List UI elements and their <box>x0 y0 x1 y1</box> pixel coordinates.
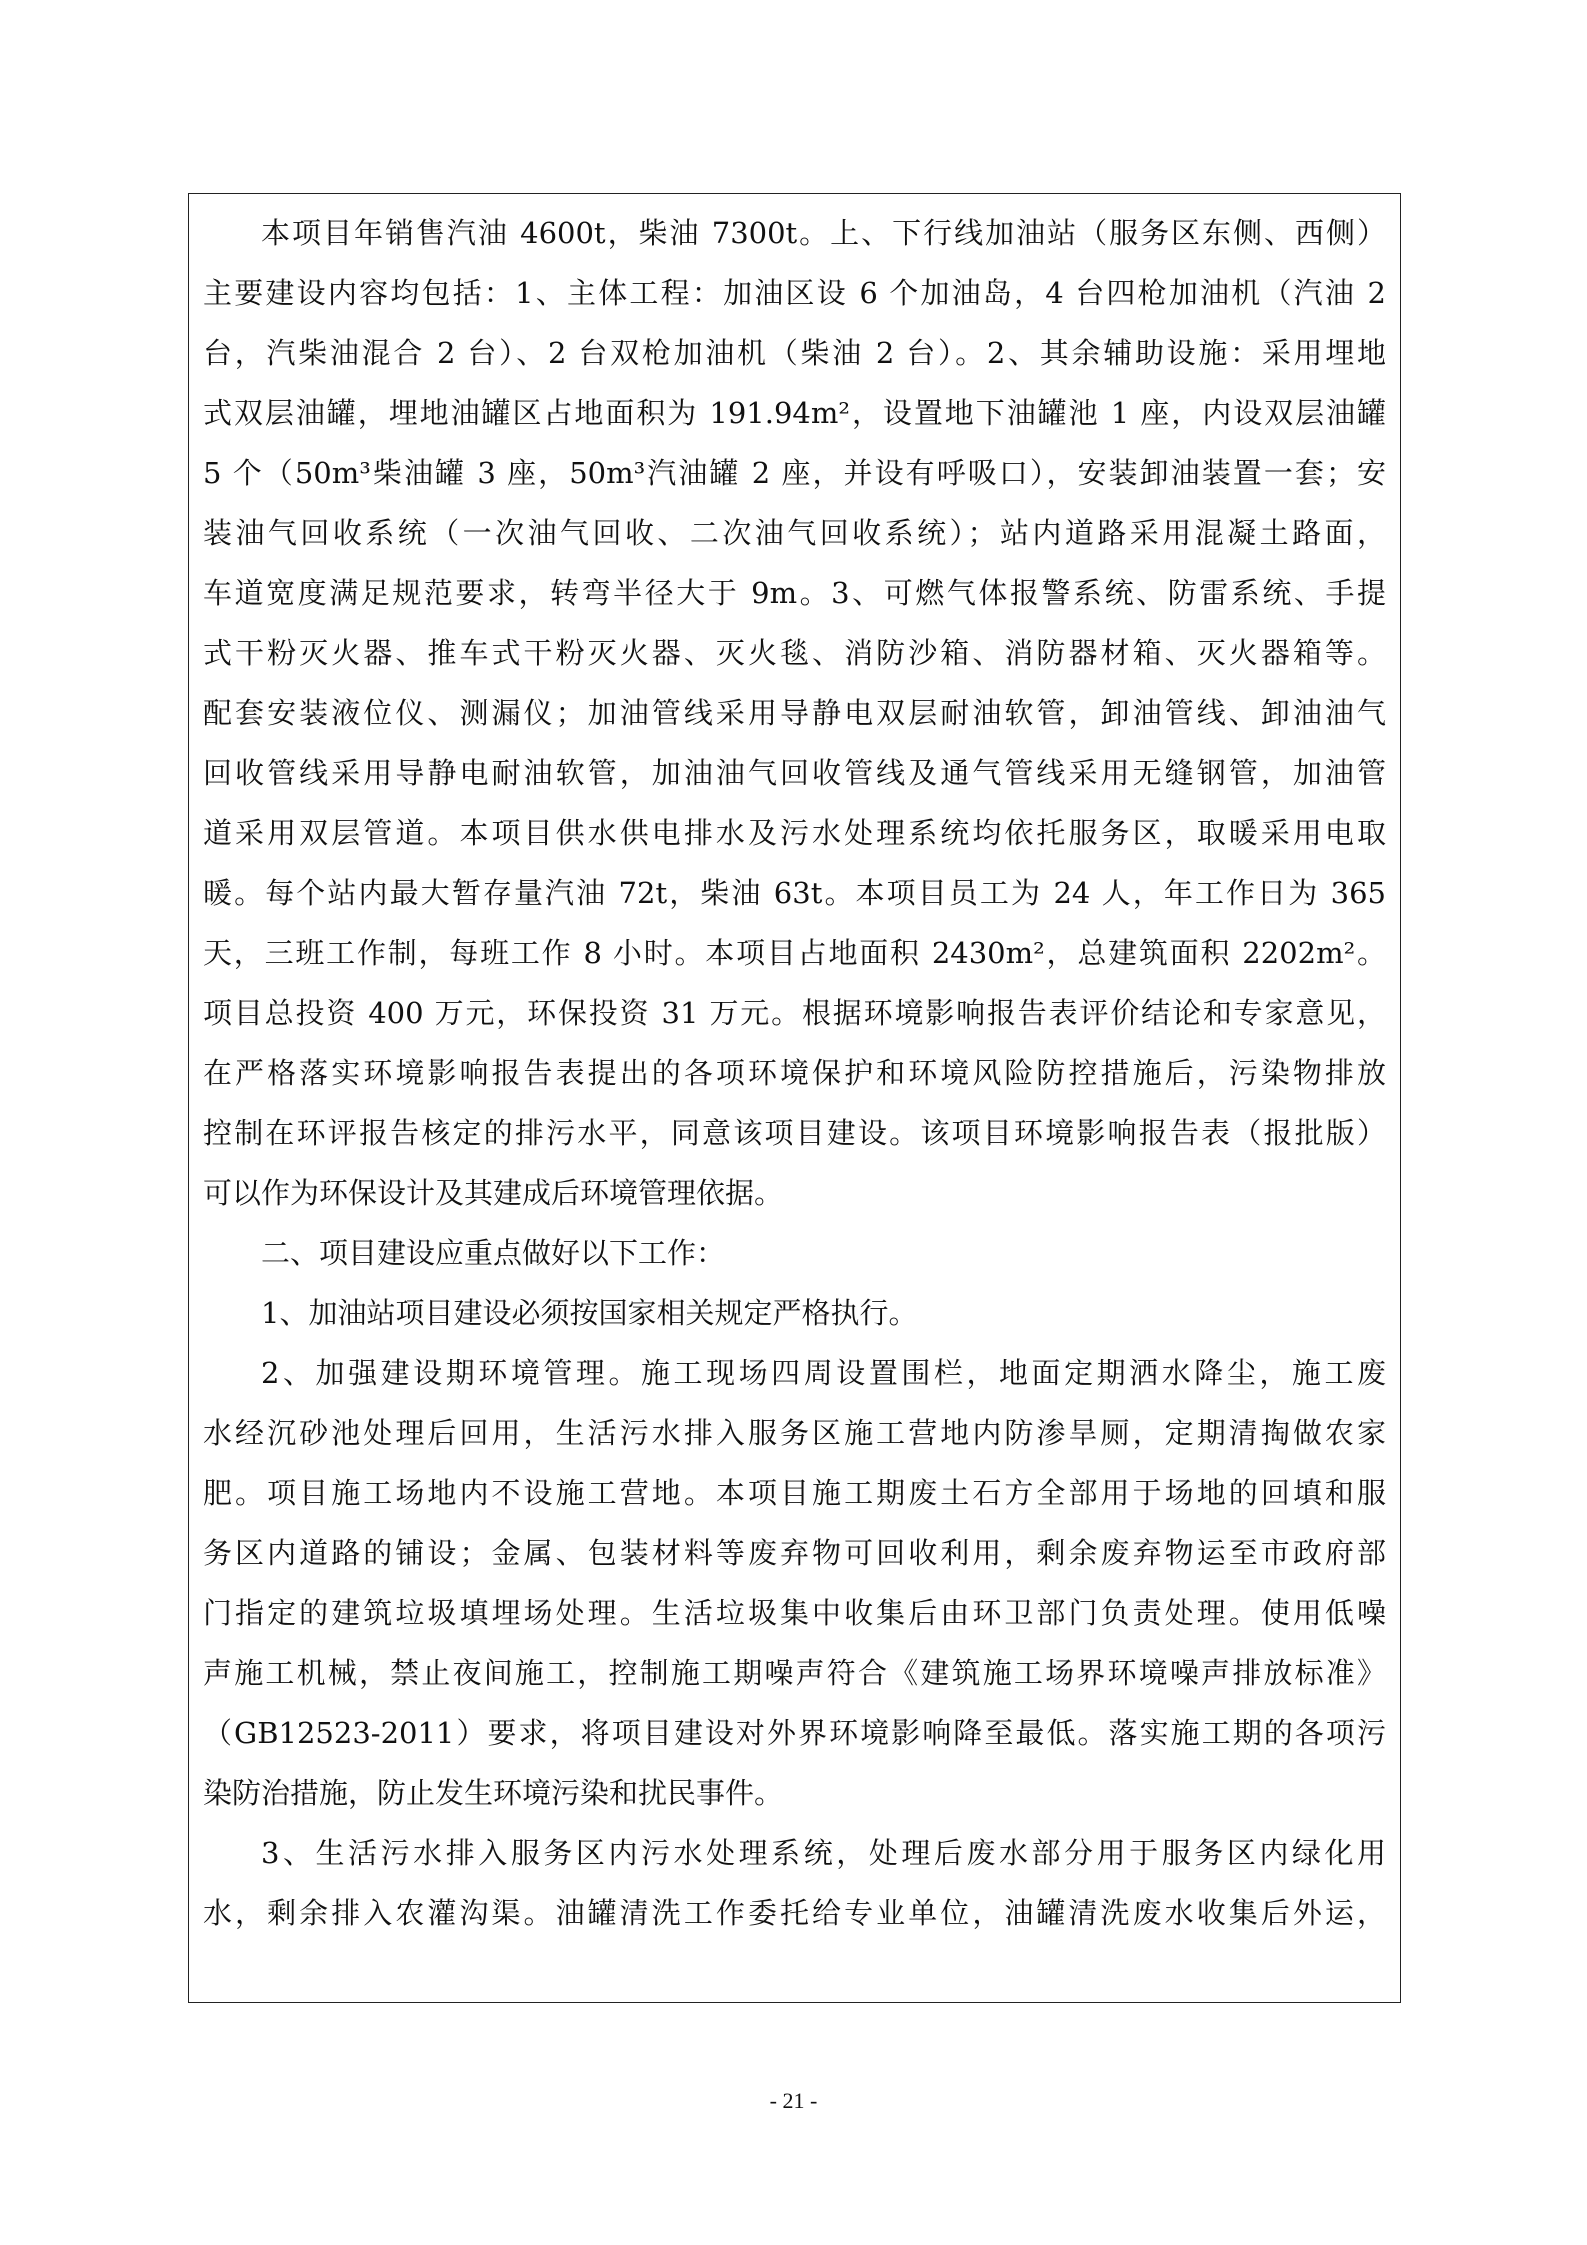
text-line: 式双层油罐，埋地油罐区占地面积为 191.94m²，设置地下油罐池 1 座，内设双层油罐 <box>203 396 1386 430</box>
text-line: 本项目年销售汽油 4600t，柴油 7300t。上、下行线加油站（服务区东侧、西侧） <box>261 216 1386 250</box>
text-line: 染防治措施，防止发生环境污染和扰民事件。 <box>203 1776 784 1810</box>
page-number: - 21 - <box>769 2088 818 2113</box>
text-line: 装油气回收系统（一次油气回收、二次油气回收系统）；站内道路采用混凝土路面， <box>203 516 1386 550</box>
text-line: 回收管线采用导静电耐油软管，加油油气回收管线及通气管线采用无缝钢管，加油管 <box>203 756 1386 790</box>
text-line: 车道宽度满足规范要求，转弯半径大于 9m。3、可燃气体报警系统、防雷系统、手提 <box>203 576 1386 610</box>
text-line: 台，汽柴油混合 2 台）、2 台双枪加油机（柴油 2 台）。2、其余辅助设施：采用埋地 <box>203 336 1386 370</box>
text-line: 1、加油站项目建设必须按国家相关规定严格执行。 <box>261 1296 918 1330</box>
text-line: 3、生活污水排入服务区内污水处理系统，处理后废水部分用于服务区内绿化用 <box>261 1836 1386 1870</box>
text-line: 控制在环评报告核定的排污水平，同意该项目建设。该项目环境影响报告表（报批版） <box>203 1116 1386 1150</box>
text-line: 可以作为环保设计及其建成后环境管理依据。 <box>203 1176 784 1210</box>
text-line: 天，三班工作制，每班工作 8 小时。本项目占地面积 2430m²，总建筑面积 2202m²。 <box>203 936 1386 970</box>
text-line: 配套安装液位仪、测漏仪；加油管线采用导静电双层耐油软管，卸油管线、卸油油气 <box>203 696 1386 730</box>
text-line: 声施工机械，禁止夜间施工，控制施工期噪声符合《建筑施工场界环境噪声排放标准》 <box>203 1656 1386 1690</box>
text-line: 暖。每个站内最大暂存量汽油 72t，柴油 63t。本项目员工为 24 人，年工作日为 365 <box>203 876 1386 910</box>
text-line: 门指定的建筑垃圾填埋场处理。生活垃圾集中收集后由环卫部门负责处理。使用低噪 <box>203 1596 1386 1630</box>
text-line: 道采用双层管道。本项目供水供电排水及污水处理系统均依托服务区，取暖采用电取 <box>203 816 1386 850</box>
text-line: 主要建设内容均包括：1、主体工程：加油区设 6 个加油岛，4 台四枪加油机（汽油 2 <box>203 276 1386 310</box>
text-line: 务区内道路的铺设；金属、包装材料等废弃物可回收利用，剩余废弃物运至市政府部 <box>203 1536 1386 1570</box>
text-line: 肥。项目施工场地内不设施工营地。本项目施工期废土石方全部用于场地的回填和服 <box>203 1476 1386 1510</box>
text-line: 式干粉灭火器、推车式干粉灭火器、灭火毯、消防沙箱、消防器材箱、灭火器箱等。 <box>203 636 1386 670</box>
text-line: 项目总投资 400 万元，环保投资 31 万元。根据环境影响报告表评价结论和专家意见， <box>203 996 1386 1030</box>
text-line: 5 个（50m³柴油罐 3 座，50m³汽油罐 2 座，并设有呼吸口），安装卸油装置一套；安 <box>203 456 1386 490</box>
text-line: 水，剩余排入农灌沟渠。油罐清洗工作委托给专业单位，油罐清洗废水收集后外运， <box>203 1896 1386 1930</box>
text-line: （GB12523-2011）要求，将项目建设对外界环境影响降至最低。落实施工期的各项污 <box>203 1716 1386 1750</box>
text-line: 2、加强建设期环境管理。施工现场四周设置围栏，地面定期洒水降尘，施工废 <box>261 1356 1386 1390</box>
text-line: 水经沉砂池处理后回用，生活污水排入服务区施工营地内防渗旱厕，定期清掏做农家 <box>203 1416 1386 1450</box>
text-line: 在严格落实环境影响报告表提出的各项环境保护和环境风险防控措施后，污染物排放 <box>203 1056 1386 1090</box>
section-heading: 二、项目建设应重点做好以下工作： <box>261 1236 726 1270</box>
